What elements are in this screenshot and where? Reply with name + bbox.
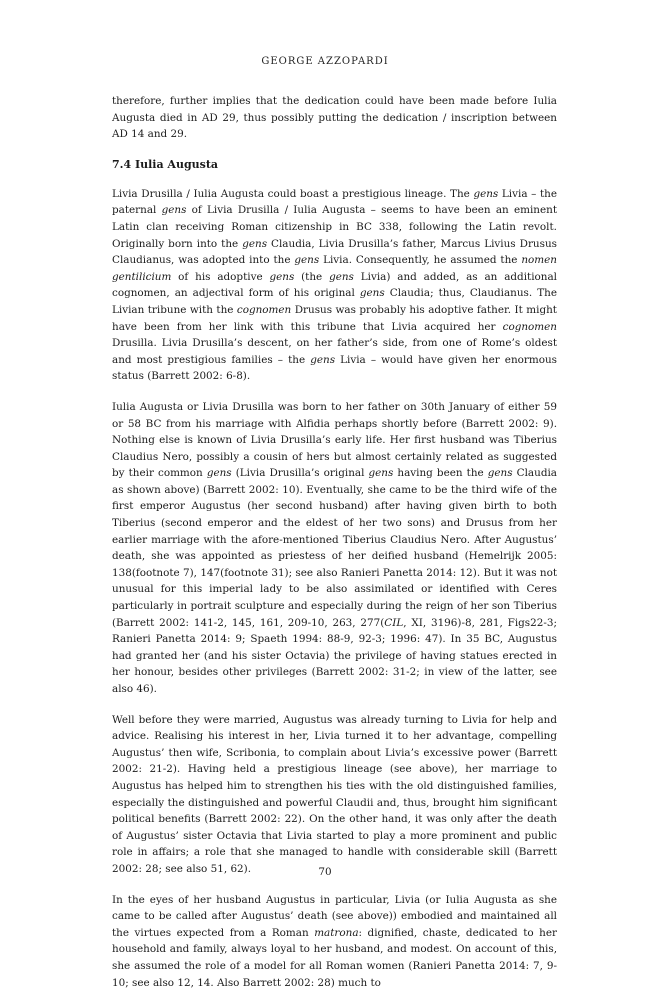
paragraph-2: Iulia Augusta or Livia Drusilla was born to her father on 30th January of either 59 or 58 BC from his marriage with Alfidia perhaps shortly before (Barrett 2002: 9). Nothing else is known of Livia Drusilla’s early life. Her first husband was Tiberius Claudius Nero, possibly a cousin of hers but almost certainly related as suggested by their common gens (Livia Drusilla’s original gens having been the gens Claudia as shown above) (Barrett 2002: 10). Eventually, she came to be the third wife of the first emperor Augustus (her second husband) after having given birth to both Tiberius (second emperor and the eldest of her two sons) and Drusus from her earlier marriage with the afore-mentioned Tiberius Claudius Nero. After Augustus’ death, she was appointed as priestess of her deified husband (Hemelrijk 2005: 138(footnote 7), 147(footnote 31); see also Ranieri Panetta 2014: 12). But it was not unusual for this imperial lady to be also assimilated or identified with Ceres particularly in portrait sculpture and especially during the reign of her son Tiberius (Barrett 2002: 141-2, 145, 161, 209-10, 263, 277(CIL, XI, 3196)-8, 281, Figs22-3; Ranieri Panetta 2014: 9; Spaeth 1994: 88-9, 92-3; 1996: 47). In 35 BC, Augustus had granted her (and his sister Octavia) the privilege of having statues erected in her honour, besides other privileges (Barrett 2002: 31-2; in view of the latter, see also 46). xyxy=(112,400,557,695)
paragraph-1: Livia Drusilla / Iulia Augusta could boast a prestigious lineage. The gens Livia – the paternal gens of Livia Drusilla / Iulia Augusta – seems to have been an eminent Latin clan receiving Roman citizenship in BC 338, following the Latin revolt. Originally born into the gens Claudia, Livia Drusilla’s father, Marcus Livius Drusus Claudianus, was adopted into the gens Livia. Consequently, he assumed the nomen gentilicium of his adoptive gens (the gens Livia) and added, as an additional cognomen, an adjectival form of his original gens Claudia; thus, Claudianus. The Livian tribune with the cognomen Drusus was probably his adoptive father. It might have been from her link with this tribune that Livia acquired her cognomen Drusilla. Livia Drusilla’s descent, on her father’s side, from one of Rome’s oldest and most prestigious families – the gens Livia – would have given her enormous status (Barrett 2002: 6-8). xyxy=(112,187,558,383)
section-title: 7.4 Iulia Augusta xyxy=(112,157,219,171)
paragraph-4: In the eyes of her husband Augustus in particular, Livia (or Iulia Augusta as she came to be called after Augustus’ death (see above)) embodied and maintained all the virtues expected from a Roman matrona: dignified, chaste, dedicated to her household and family, always loyal to her husband, and modest. On account of this, she assumed the role of a model for all Roman women (Ranieri Panetta 2014: 7, 9-10; see also 12, 14. Also Barrett 2002: 28) much to xyxy=(112,893,557,989)
page-number: 70 xyxy=(318,866,332,878)
paragraph-3: Well before they were married, Augustus was already turning to Livia for help and advice. Realising his interest in her, Livia turned it to her advantage, compelling Augustus’ then wife, Scribonia, to complain about Livia’s excessive power (Barrett 2002: 21-2). Having held a prestigious lineage (see above), her marriage to Augustus has helped him to strengthen his ties with the old distinguished families, especially the distinguished and powerful Claudii and, thus, brought him significant political benefits (Barrett 2002: 22). On the other hand, it was only after the death of Augustus’ sister Octavia that Livia started to play a more prominent and public role in affairs; a role that she managed to handle with considerable skill (Barrett 2002: 28; see also 51, 62). xyxy=(112,713,557,875)
intro-paragraph: therefore, further implies that the dedication could have been made before Iulia Augusta died in AD 29, thus possibly putting the dedication / inscription between AD 14 and 29. xyxy=(112,95,557,141)
running-head: GEORGE AZZOPARDI xyxy=(261,56,389,67)
